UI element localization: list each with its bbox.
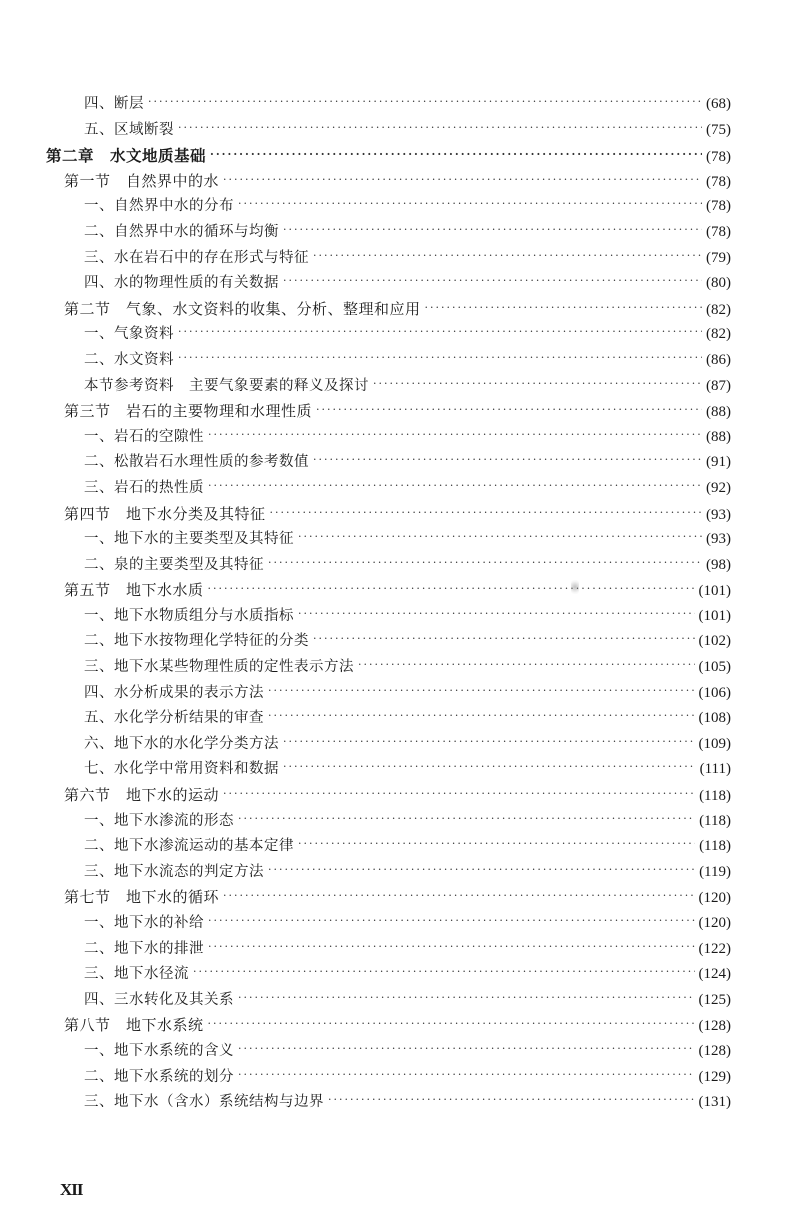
dot-leader xyxy=(268,550,702,576)
toc-entry-page: (82) xyxy=(706,326,731,343)
dot-leader xyxy=(283,268,702,294)
toc-entry-page: (118) xyxy=(699,788,731,805)
toc-entry-title: 三、岩石的热性质 xyxy=(84,479,204,496)
toc-entry-title: 第五节 地下水水质 xyxy=(64,581,204,600)
toc-entry-title: 二、自然界中水的循环与均衡 xyxy=(84,223,279,240)
dot-leader xyxy=(358,652,695,678)
dot-leader xyxy=(208,422,702,448)
toc-entry-page: (88) xyxy=(706,428,731,445)
toc-entry-title: 一、地下水的主要类型及其特征 xyxy=(84,531,294,548)
toc-entry-page: (98) xyxy=(706,556,731,573)
toc-entry-page: (122) xyxy=(698,940,731,957)
toc-entry-page: (108) xyxy=(698,710,731,727)
dot-leader xyxy=(298,601,695,627)
toc-entry-title: 第一节 自然界中的水 xyxy=(64,171,220,190)
toc-entry-page: (80) xyxy=(706,275,731,292)
toc-entry-title: 二、泉的主要类型及其特征 xyxy=(84,556,264,573)
toc-entry-page: (102) xyxy=(698,633,731,650)
dot-leader xyxy=(313,243,702,269)
toc-entry-title: 一、地下水渗流的形态 xyxy=(84,812,234,829)
toc-entry-page: (91) xyxy=(706,454,731,471)
toc-entry-title: 二、地下水的排泄 xyxy=(84,940,204,957)
toc-entry-subsection[interactable] xyxy=(46,271,731,297)
toc-entry-subsection[interactable] xyxy=(46,757,731,783)
toc-entry-subsection[interactable] xyxy=(46,476,731,502)
dot-leader xyxy=(283,217,702,243)
toc-entry-page: (120) xyxy=(698,890,731,907)
toc-entry-page: (93) xyxy=(706,531,731,548)
toc-entry-subsection[interactable] xyxy=(46,860,731,886)
toc-entry-title: 三、水在岩石中的存在形式与特征 xyxy=(84,249,309,266)
toc-entry-title: 一、气象资料 xyxy=(84,326,174,343)
toc-entry-page: (118) xyxy=(699,812,731,829)
toc-entry-page: (93) xyxy=(706,506,731,523)
toc-entry-subsection[interactable] xyxy=(46,553,731,579)
dot-leader xyxy=(238,1036,695,1062)
toc-entry-title: 二、地下水系统的划分 xyxy=(84,1068,234,1085)
toc-entry-page: (75) xyxy=(706,121,731,138)
toc-entry-title: 四、水的物理性质的有关数据 xyxy=(84,275,279,292)
toc-entry-title: 二、松散岩石水理性质的参考数值 xyxy=(84,454,309,471)
toc-entry-title: 第二节 气象、水文资料的收集、分析、整理和应用 xyxy=(64,299,421,318)
scan-speck xyxy=(571,580,579,594)
toc-entry-title: 七、水化学中常用资料和数据 xyxy=(84,761,279,778)
toc-entry-page: (105) xyxy=(698,659,731,676)
toc-entry-subsection[interactable] xyxy=(46,118,731,144)
toc-entry-title: 三、地下水流态的判定方法 xyxy=(84,863,264,880)
dot-leader xyxy=(178,345,702,371)
toc-entry-page: (86) xyxy=(706,351,731,368)
toc-entry-title: 六、地下水的水化学分类方法 xyxy=(84,735,279,752)
toc-entry-page: (118) xyxy=(699,838,731,855)
toc-entry-title: 二、地下水渗流运动的基本定律 xyxy=(84,838,294,855)
toc-entry-page: (78) xyxy=(706,198,731,215)
toc-entry-title: 三、地下水径流 xyxy=(84,966,189,983)
toc-entry-title: 一、岩石的空隙性 xyxy=(84,428,204,445)
dot-leader xyxy=(208,908,695,934)
toc-entry-page: (101) xyxy=(698,607,731,624)
toc-entry-title: 一、自然界中水的分布 xyxy=(84,198,234,215)
dot-leader xyxy=(268,703,695,729)
dot-leader xyxy=(268,678,695,704)
dot-leader xyxy=(238,1062,695,1088)
toc-entry-title: 第二章 水文地质基础 xyxy=(46,146,207,166)
dot-leader xyxy=(208,1011,695,1037)
toc-entry-page: (88) xyxy=(706,404,731,421)
dot-leader xyxy=(298,831,695,857)
toc-entry-title: 四、三水转化及其关系 xyxy=(84,991,234,1008)
toc-entry-subsection[interactable] xyxy=(46,1090,731,1116)
dot-leader xyxy=(283,729,695,755)
toc-entry-chapter[interactable] xyxy=(46,143,731,169)
toc-entry-page: (78) xyxy=(706,223,731,240)
dot-leader xyxy=(238,985,695,1011)
toc-entry-title: 三、地下水某些物理性质的定性表示方法 xyxy=(84,659,354,676)
toc-entry-title: 四、水分析成果的表示方法 xyxy=(84,684,264,701)
toc-entry-title: 一、地下水的补给 xyxy=(84,915,204,931)
toc-entry-title: 二、水文资料 xyxy=(84,351,174,368)
dot-leader xyxy=(270,500,702,526)
toc-entry-page: (78) xyxy=(706,149,731,166)
toc-entry-page: (125) xyxy=(698,991,731,1008)
dot-leader xyxy=(223,781,695,807)
toc-entry-title: 第四节 地下水分类及其特征 xyxy=(64,504,266,523)
toc-entry-page: (128) xyxy=(698,1042,731,1059)
toc-entry-page: (79) xyxy=(706,249,731,266)
toc-entry-page: (92) xyxy=(706,479,731,496)
dot-leader xyxy=(316,397,702,423)
toc-entry-title: 三、地下水（含水）系统结构与边界 xyxy=(84,1094,324,1111)
dot-leader xyxy=(283,754,696,780)
dot-leader xyxy=(178,115,702,141)
toc-entry-page: (129) xyxy=(698,1068,731,1085)
dot-leader xyxy=(425,295,702,321)
dot-leader xyxy=(208,473,702,499)
toc-entry-page: (119) xyxy=(699,863,731,880)
dot-leader xyxy=(328,1087,695,1113)
toc-entry-page: (120) xyxy=(698,915,731,931)
toc-entry-page: (101) xyxy=(698,583,731,600)
dot-leader xyxy=(208,934,695,960)
toc-entry-title: 一、地下水物质组分与水质指标 xyxy=(84,607,294,624)
toc-entry-page: (87) xyxy=(706,377,731,394)
toc-entry-page: (106) xyxy=(698,684,731,701)
dot-leader xyxy=(313,626,695,652)
toc-entry-page: (109) xyxy=(698,735,731,752)
toc-entry-page: (68) xyxy=(706,96,731,112)
dot-leader xyxy=(210,142,702,168)
toc-entry-subsection[interactable] xyxy=(46,374,731,400)
dot-leader xyxy=(193,959,695,985)
dot-leader xyxy=(238,806,695,832)
toc-entry-title: 第七节 地下水的循环 xyxy=(64,888,220,907)
toc-entry-title: 五、水化学分析结果的审查 xyxy=(84,710,264,727)
toc-entry-title: 本节参考资料 主要气象要素的释义及探讨 xyxy=(84,377,369,394)
toc-entry-title: 第六节 地下水的运动 xyxy=(64,786,220,805)
toc-entry-page: (82) xyxy=(706,301,731,318)
dot-leader xyxy=(313,447,702,473)
dot-leader xyxy=(178,319,702,345)
dot-leader xyxy=(208,576,695,602)
toc-entry-title: 一、地下水系统的含义 xyxy=(84,1042,234,1059)
toc-entry-page: (131) xyxy=(698,1094,731,1111)
toc-entry-page: (78) xyxy=(706,173,731,190)
dot-leader xyxy=(373,371,702,397)
toc-entry-page: (124) xyxy=(698,966,731,983)
toc-entry-title: 五、区域断裂 xyxy=(84,121,174,138)
toc-entry-page: (128) xyxy=(698,1018,731,1035)
toc-entry-title: 第三节 岩石的主要物理和水理性质 xyxy=(64,402,313,421)
table-of-contents xyxy=(46,92,731,1116)
toc-entry-title: 第八节 地下水系统 xyxy=(64,1016,204,1035)
dot-leader xyxy=(298,524,702,550)
dot-leader xyxy=(148,89,702,115)
toc-entry-page: (111) xyxy=(699,761,731,778)
toc-entry-subsection[interactable] xyxy=(46,988,731,1014)
dot-leader xyxy=(223,883,694,909)
toc-entry-title: 二、地下水按物理化学特征的分类 xyxy=(84,633,309,650)
dot-leader xyxy=(223,167,702,193)
dot-leader xyxy=(238,191,702,217)
toc-entry-title: 四、断层 xyxy=(84,96,144,112)
dot-leader xyxy=(268,857,695,883)
page-number: XII xyxy=(60,1180,83,1199)
